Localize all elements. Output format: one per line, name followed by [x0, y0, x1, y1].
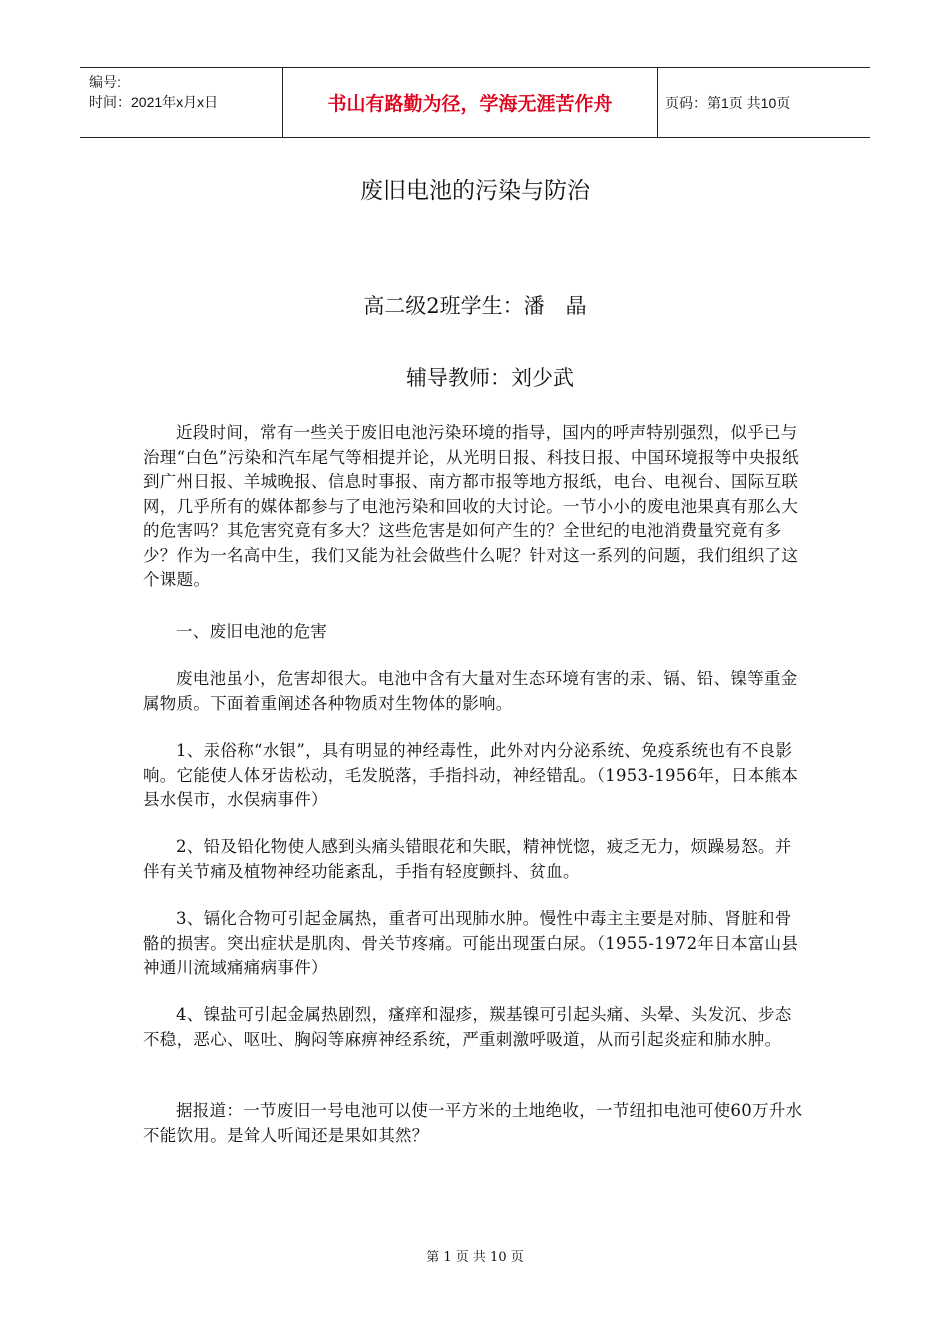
paragraph: 近段时间，常有一些关于废旧电池污染环境的指导，国内的呼声特别强烈，似乎已与治理“白色”污染和汽车尾气等相提并论，从光明日报、科技日报、中国环境报等中央报纸到广州日报、羊城晚报、信息时事报、南方都市报等地方报纸，电台、电视台、国际互联网，几乎所有的媒体都参与了电池污染和回收的大讨论。一节小小的废电池果真有那么大的危害吗？其危害究竟有多大？这些危害是如何产生的？全世纪的电池消费量究竟有多少？作为一名高中生，我们又能为社会做些什么呢？针对这一系列的问题，我们组织了这个课题。	[143, 423, 799, 589]
paragraph: 3、镉化合物可引起金属热，重者可出现肺水肿。慢性中毒主主要是对肺、肾脏和骨骼的损害。突出症状是肌肉、骨关节疼痛。可能出现蛋白尿。（1955-1972年日本富山县神通川流域痛痛病事件）	[143, 909, 799, 977]
paragraph-hazard-overview	[143, 667, 808, 716]
section-heading-1	[143, 620, 808, 645]
paragraph: 废电池虽小，危害却很大。电池中含有大量对生态环境有害的汞、镉、铅、镍等重金属物质。下面着重阐述各种物质对生物体的影响。	[143, 669, 798, 713]
paragraph: 据报道：一节废旧一号电池可以使一平方米的土地绝收，一节纽扣电池可使60万升水不能饮用。是耸人听闻还是果如其然？	[143, 1101, 803, 1145]
header-motto: 书山有路勤为径，学海无涯苦作舟	[282, 68, 658, 137]
page-footer: 第 1 页 共 10 页	[426, 1250, 524, 1265]
paragraph-mercury	[143, 739, 808, 813]
paragraph-lead	[143, 835, 808, 884]
paragraph-report	[143, 1099, 808, 1148]
section-heading: 一、废旧电池的危害	[176, 622, 328, 641]
paragraph: 1、汞俗称“水银”，具有明显的神经毒性，此外对内分泌系统、免疫系统也有不良影响。它能使人体牙齿松动，毛发脱落，手指抖动，神经错乱。（1953-1956年，日本熊本县水俣市，水俣病事件）	[143, 741, 799, 809]
paragraph-nickel	[143, 1003, 808, 1052]
paragraph: 4、镍盐可引起金属热剧烈，瘙痒和湿疹，羰基镍可引起头痛、头晕、头发沉、步态不稳，恶心、呕吐、胸闷等麻痹神经系统，严重刺激呼吸道，从而引起炎症和肺水肿。	[143, 1005, 792, 1049]
paragraph: 2、铅及铅化物使人感到头痛头错眼花和失眠，精神恍惚，疲乏无力，烦躁易怒。并伴有关节痛及植物神经功能紊乱，手指有轻度颤抖、贫血。	[143, 837, 792, 881]
paragraph-intro	[143, 421, 808, 593]
paragraph-cadmium	[143, 907, 808, 981]
document-title: 废旧电池的污染与防治	[360, 178, 590, 204]
tutor-line: 辅导教师：刘少武	[406, 366, 574, 390]
author-line: 高二级2班学生：潘 晶	[363, 294, 587, 318]
header-page-info: 页码：第1页 共10页	[665, 94, 791, 111]
number-label: 编号:	[89, 74, 121, 90]
time-label: 时间：2021年x月x日	[89, 94, 219, 110]
header-meta	[80, 68, 282, 137]
document-header	[80, 67, 870, 138]
